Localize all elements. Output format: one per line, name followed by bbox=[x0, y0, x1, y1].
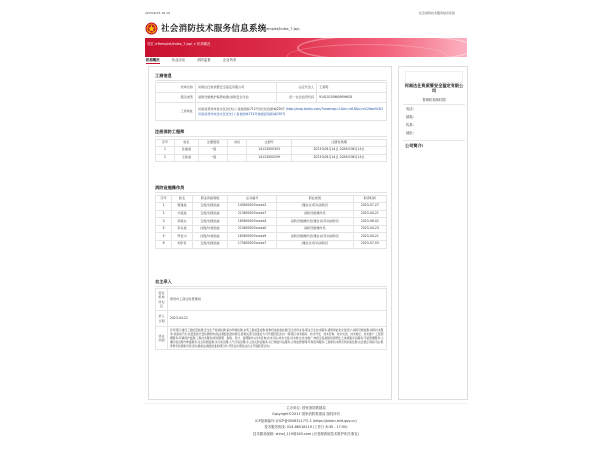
table-row bbox=[156, 240, 387, 248]
column-header: 取得时间 bbox=[353, 196, 386, 203]
sidebar-fax-label: 传真: bbox=[406, 123, 414, 127]
site-footer bbox=[145, 403, 467, 437]
table-row bbox=[156, 83, 387, 93]
cell-no: 6 bbox=[156, 240, 172, 248]
column-header: 岗位 bbox=[228, 140, 247, 147]
breadcrumb[interactable]: 首页 /cftemplet/index_7.jsp\ > 机构概况 bbox=[147, 42, 211, 46]
cell-name[interactable]: 李铭女 bbox=[172, 218, 193, 226]
label-org-name: 机构名称 bbox=[156, 83, 196, 93]
column-header: 序号 bbox=[156, 196, 172, 203]
label-scope: 执业范围 bbox=[156, 327, 168, 350]
section-title-engineers: 注册消防工程师 bbox=[155, 129, 185, 134]
cell-level: 五级/初级技能 bbox=[192, 210, 228, 218]
value-legal-rep: 王某明 bbox=[317, 83, 387, 93]
section-divider bbox=[155, 136, 387, 137]
section-divider bbox=[155, 80, 387, 81]
cell-date: 2023-06-02 bbox=[353, 218, 386, 226]
value-entry-date: 2023-04-21 bbox=[168, 311, 387, 327]
self-entry-table bbox=[155, 288, 387, 350]
main-nav bbox=[146, 58, 366, 64]
section-title-work-info: 工商信息 bbox=[155, 73, 172, 78]
table-header-row bbox=[156, 140, 387, 147]
column-header: 职业类别 bbox=[276, 196, 353, 203]
section-title-self-entry: 自主录入 bbox=[155, 279, 172, 284]
sidebar-phone-label: 电话: bbox=[406, 107, 414, 111]
tab-overview[interactable]: 机构概况 bbox=[146, 58, 160, 62]
cell-date: 2023-07-03 bbox=[353, 240, 386, 248]
cell-no: 5 bbox=[156, 233, 172, 241]
main-content bbox=[148, 66, 392, 400]
table-row bbox=[156, 225, 387, 233]
footer-icp-link[interactable]: ICP备案编号:京ICP备05063117号-2 (https://beian.miit.gov.cn) bbox=[255, 418, 357, 423]
section-divider bbox=[155, 192, 387, 193]
table-header-row bbox=[156, 196, 387, 203]
footer-copyright: Copyright©2011 国家消防救援局 版权所有 bbox=[271, 412, 341, 417]
site-title[interactable]: 社会消防技术服务信息系统 bbox=[161, 24, 267, 34]
print-tab-title: 社会消防技术服务信息系统 bbox=[418, 11, 455, 15]
value-region: 郑州市工商行政管理局 bbox=[168, 289, 387, 311]
sidebar-intro-title: 公司简介: bbox=[405, 143, 424, 148]
cell-level: 五级/初级技能 bbox=[192, 203, 228, 211]
company-status: 暂缓机构现时期 bbox=[422, 98, 446, 102]
tab-supervision[interactable]: 消防监督 bbox=[197, 58, 211, 62]
value-credit-code: 91410100MA9RH6C8 bbox=[317, 93, 387, 103]
column-header: 注册有效期 bbox=[292, 140, 387, 147]
value-scope: 许可项目:建设工程质量检测;安全生产检验检测;室内环境检测;水利工程质量检测;特种设备检验检测;安全评价业务;职业卫生技术服务;建筑智能化系统设计;消防设施检测;消防技术服务;档案电子化;质量监控计量检测机构(依法须经批准的项目,经相关部门批准后方可开展经营活动)一般项目:技术服务、技术开发、技术咨询、技术交流、技术转让、技术推广;工程管理服务;环境保护监测;工程技术服务(规划管理、勘察、设计、监理除外);技术咨询;技术评估;技术交流;技术转让;技术推广;电机及其控制系统研发;土地调查评估服务;节能管理服务;土壤污染治理与修复服务;生态资源监测;水污染治理;大气污染治理;水土流失防治服务;运行效能评估服务;合同能源管理;环保咨询服务;工程和技术研究和试验发展;社会稳定风险评估;教育教学检测和评价活动(除依法须经批准的项目外,凭营业执照依法自主开展经营活动) bbox=[168, 327, 387, 350]
header-banner bbox=[145, 38, 467, 57]
label-region: 营业机构所在区 bbox=[156, 289, 168, 311]
label-service-type: 服务类型 bbox=[156, 93, 196, 103]
browser-print-header bbox=[145, 12, 455, 18]
label-address: 工商地址 bbox=[156, 103, 196, 121]
cell-kind: 消防设施操作员 bbox=[276, 225, 353, 233]
value-org-name: 河南达仕资质管安全鉴定有限公司 bbox=[196, 83, 277, 93]
value-address: 河南省郑州市金水区(优先) / 美食园林712号(优先)创新城2307 bbox=[198, 106, 285, 111]
table-row bbox=[156, 203, 387, 211]
cell-post bbox=[228, 154, 247, 162]
company-sidebar bbox=[398, 66, 468, 400]
cell-level: 五级/初级技能 bbox=[192, 240, 228, 248]
cell-kind: 消防设施操作员(维)(书)劳动消防员 bbox=[276, 233, 353, 241]
cell-valid: 2023年06月14日-2026年06月14日 bbox=[292, 154, 387, 162]
cell-name[interactable]: 方铭美 bbox=[172, 210, 193, 218]
cell-level: 五级/初级技能 bbox=[192, 218, 228, 226]
cell-name[interactable]: 张建美 bbox=[174, 147, 198, 155]
cell-kind: (维)(书)劳动消防员 bbox=[276, 203, 353, 211]
cell-no: 1 bbox=[156, 147, 175, 155]
site-header bbox=[145, 20, 465, 38]
cell-date: 2023-04-21 bbox=[353, 233, 386, 241]
cell-no: 4 bbox=[156, 225, 172, 233]
footer-email[interactable]: 技术服务邮箱: shhxf_119@163.com (仅受理系统技术维护相关事宜) bbox=[253, 431, 359, 436]
column-header: 注册号 bbox=[247, 140, 292, 147]
table-row bbox=[156, 210, 387, 218]
table-row bbox=[156, 233, 387, 241]
section-title-operators: 消防设施操作员 bbox=[155, 185, 185, 190]
cell-cert: 21360030?xxxxx0 bbox=[228, 225, 276, 233]
tab-practice[interactable]: 执业活动 bbox=[171, 58, 186, 62]
cell-cert: 18360030?xxxxx9 bbox=[228, 233, 276, 241]
value-service-type: 消防设施维护保养检测;消防安全评估 bbox=[196, 93, 277, 103]
tab-style[interactable]: 企业风采 bbox=[222, 58, 237, 62]
column-header: 姓名 bbox=[174, 140, 198, 147]
footer-host: 主办单位: 国家消防救援局 bbox=[286, 406, 326, 410]
cell-reg: 14123000299 bbox=[247, 154, 292, 162]
cell-date: 2023-07-27 bbox=[353, 203, 386, 211]
engineers-table bbox=[155, 139, 387, 162]
template-path-text: cftemplet/index_7.jsp\ bbox=[262, 27, 300, 31]
fire-emblem-icon[interactable] bbox=[145, 22, 158, 35]
cell-name[interactable]: 周建美 bbox=[172, 203, 193, 211]
cell-level: 四级/中级技能 bbox=[192, 233, 228, 241]
cell-no: 1 bbox=[156, 203, 172, 211]
cell-date: 2023-04-23 bbox=[353, 225, 386, 233]
print-timestamp: 2023/6/15 16:19 bbox=[145, 11, 170, 15]
cell-name[interactable]: 李从美 bbox=[172, 225, 193, 233]
cell-post bbox=[228, 147, 247, 155]
cell-valid: 2023年06月14日-2026年06月14日 bbox=[292, 147, 387, 155]
cell-cert: 17360030?xxxxx7 bbox=[228, 240, 276, 248]
cell-level: 一级 bbox=[198, 154, 227, 162]
cell-cert: 18360030?xxxxx4 bbox=[228, 218, 276, 226]
cell-cert: 21360030?xxxxx7 bbox=[228, 210, 276, 218]
column-header: 证书编号 bbox=[228, 196, 276, 203]
cell-date: 2023-04-21 bbox=[353, 210, 386, 218]
sidebar-divider bbox=[403, 104, 465, 105]
footer-divider bbox=[145, 403, 467, 404]
section-divider bbox=[155, 286, 387, 287]
column-header: 姓名 bbox=[172, 196, 193, 203]
label-entry-date: 录入日期 bbox=[156, 311, 168, 327]
work-info-table bbox=[155, 82, 387, 121]
operators-table bbox=[155, 195, 387, 249]
cell-name[interactable]: 罗金川 bbox=[172, 233, 193, 241]
label-credit-code: 统一社会信用代码 bbox=[277, 93, 317, 103]
table-row bbox=[156, 289, 387, 311]
address-map-link[interactable]: (http://map.baidu.com/?newmap=1&ie=utf-8&s=s%26wd%3D河南省郑州市金水区优先) / 美食园林712号楼楼层创新城2307) bbox=[198, 106, 383, 116]
label-legal-rep: 法定代表人 bbox=[277, 83, 317, 93]
cell-kind: (维)(书)劳动消防员 bbox=[276, 240, 353, 248]
sidebar-divider bbox=[403, 140, 465, 141]
table-row bbox=[156, 327, 387, 350]
sidebar-address-label: 地址: bbox=[406, 131, 414, 135]
column-header: 序号 bbox=[156, 140, 175, 147]
cell-name[interactable]: 刘学有 bbox=[172, 240, 193, 248]
company-name: 河南达仕资质管安全鉴定有限公司 bbox=[404, 83, 464, 94]
cell-no: 2 bbox=[156, 154, 175, 162]
cell-level: 一级 bbox=[198, 147, 227, 155]
cell-kind: 消防设施操作员 bbox=[276, 210, 353, 218]
sidebar-email-label: 邮箱: bbox=[406, 115, 414, 119]
table-row bbox=[156, 103, 387, 121]
cell-no: 2 bbox=[156, 210, 172, 218]
table-row bbox=[156, 311, 387, 327]
column-header: 注册级别 bbox=[198, 140, 227, 147]
cell-reg: 14123000303 bbox=[247, 147, 292, 155]
cell-level: 四级/中级技能 bbox=[192, 225, 228, 233]
cell-cert: 14360030?xxxxx2 bbox=[228, 203, 276, 211]
company-photo bbox=[405, 71, 463, 83]
table-row bbox=[156, 147, 387, 155]
table-row bbox=[156, 93, 387, 103]
cell-kind: 消防设施操作员(维)(书)劳动消防员 bbox=[276, 218, 353, 226]
column-header: 职业资格等级 bbox=[192, 196, 228, 203]
cell-name[interactable]: 王新美 bbox=[174, 154, 198, 162]
cell-no: 3 bbox=[156, 218, 172, 226]
table-row bbox=[156, 218, 387, 226]
table-row bbox=[156, 154, 387, 162]
footer-hotline: 技术服务热线: 024-86518119 (工作日 8:30 - 17:00) bbox=[264, 425, 348, 430]
